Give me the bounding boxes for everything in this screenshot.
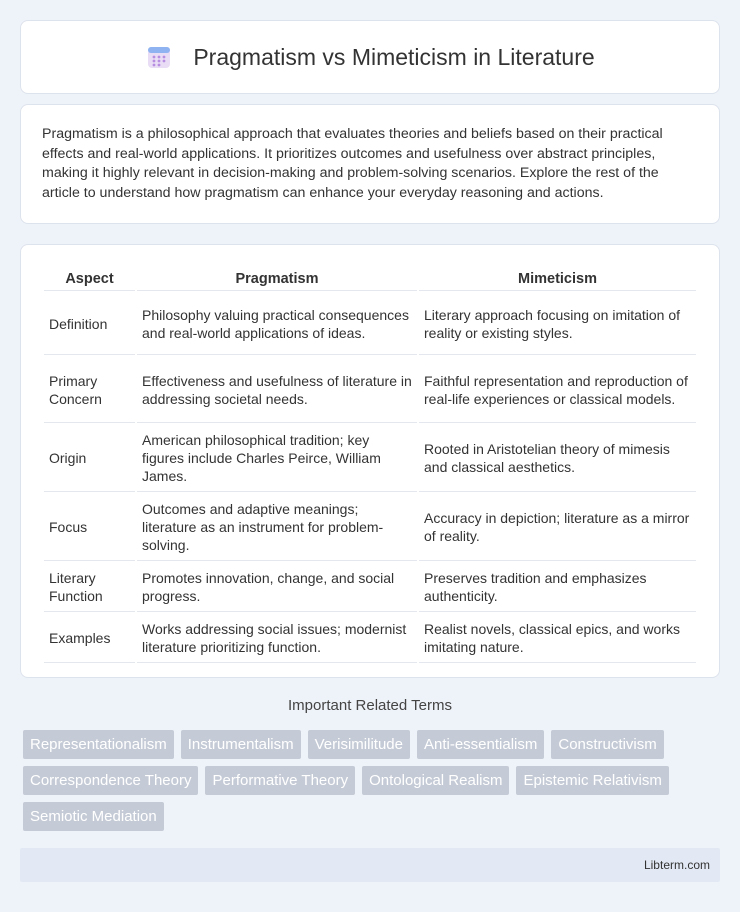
cell-mimeticism: Faithful representation and reproduction of real-life experiences or classical models. [419,357,696,423]
cell-pragmatism: American philosophical tradition; key figures include Charles Peirce, William James. [137,425,417,492]
tag-constructivism[interactable]: Constructivism [551,730,663,759]
cell-pragmatism: Promotes innovation, change, and social progress. [137,563,417,612]
table-row [44,563,696,612]
calendar-icon [145,43,173,71]
intro-text: Pragmatism is a philosophical approach that evaluates theories and beliefs based on their practical effects and real-world applications. It prioritizes outcomes and usefulness over abstract principles, making it highly relevant in decision-making and problem-solving scenarios. Explore the rest of the article to understand how pragmatism can enhance your everyday reasoning and actions. [42,126,663,201]
cell-pragmatism: Outcomes and adaptive meanings; literature as an instrument for problem-solving. [137,494,417,561]
tag-representationalism[interactable]: Representationalism [23,730,174,759]
header-pragmatism: Pragmatism [137,267,417,291]
tag-semiotic-mediation[interactable]: Semiotic Mediation [23,802,164,831]
cell-aspect: Focus [44,494,135,561]
tag-correspondence-theory[interactable]: Correspondence Theory [23,766,198,795]
cell-aspect: Primary Concern [44,357,135,423]
tag-performative-theory[interactable]: Performative Theory [205,766,355,795]
tag-ontological-realism[interactable]: Ontological Realism [362,766,509,795]
tag-verisimilitude[interactable]: Verisimilitude [308,730,410,759]
cell-mimeticism: Literary approach focusing on imitation of reality or existing styles. [419,293,696,355]
header-aspect: Aspect [44,267,135,291]
tag-epistemic-relativism[interactable]: Epistemic Relativism [516,766,668,795]
related-terms-heading: Important Related Terms [288,697,452,714]
comparison-table [42,265,698,665]
cell-aspect: Examples [44,614,135,663]
cell-pragmatism: Works addressing social issues; modernist literature prioritizing function. [137,614,417,663]
page-title: Pragmatism vs Mimeticism in Literature [193,43,595,70]
table-row [44,425,696,492]
cell-mimeticism: Preserves tradition and emphasizes authenticity. [419,563,696,612]
table-row [44,614,696,663]
cell-aspect: Definition [44,293,135,355]
table-header-row [44,267,696,291]
cell-mimeticism: Rooted in Aristotelian theory of mimesis and classical aesthetics. [419,425,696,492]
tag-anti-essentialism[interactable]: Anti-essentialism [417,730,544,759]
header-mimeticism: Mimeticism [419,267,696,291]
footer [20,848,720,882]
table-row [44,494,696,561]
cell-mimeticism: Accuracy in depiction; literature as a mirror of reality. [419,494,696,561]
comparison-card [20,244,720,678]
cell-aspect: Literary Function [44,563,135,612]
footer-site-link[interactable]: Libterm.com [643,858,710,872]
table-row [44,293,696,355]
title-card [20,20,720,94]
cell-aspect: Origin [44,425,135,492]
cell-pragmatism: Effectiveness and usefulness of literature in addressing societal needs. [137,357,417,423]
related-terms-list [23,730,723,838]
table-row [44,357,696,423]
tag-instrumentalism[interactable]: Instrumentalism [181,730,301,759]
cell-mimeticism: Realist novels, classical epics, and works imitating nature. [419,614,696,663]
cell-pragmatism: Philosophy valuing practical consequences and real-world applications of ideas. [137,293,417,355]
intro-card [20,104,720,224]
